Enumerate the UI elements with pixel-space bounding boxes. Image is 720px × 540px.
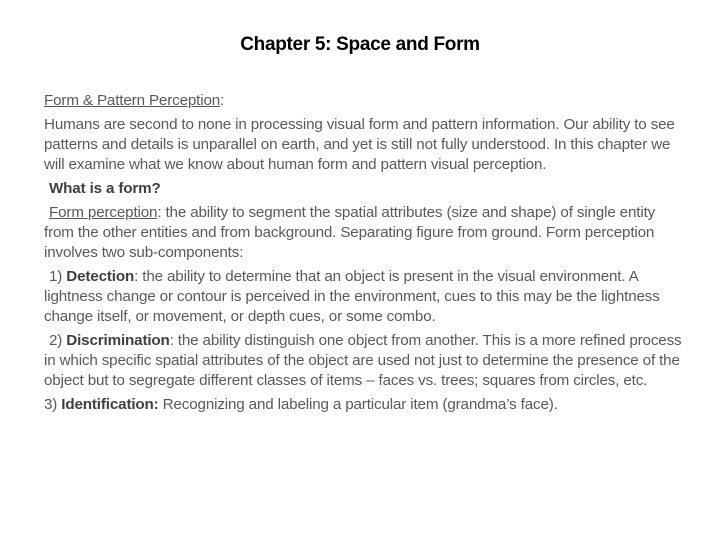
discrimination-number: 2) <box>49 332 67 349</box>
form-perception-paragraph <box>44 203 684 263</box>
discrimination-term: Discrimination <box>66 332 170 349</box>
heading-colon: : <box>220 92 225 109</box>
intro-paragraph: Humans are second to none in processing visual form and pattern information. Our ability to see patterns and details is unparallel on earth, and yet is still not fully understood. In this chapter we will examine what we know about human form and pattern visual perception. <box>44 116 675 173</box>
section-heading <box>44 91 684 111</box>
form-pattern-heading: Form & Pattern Perception <box>44 92 221 109</box>
detection-number: 1) <box>49 268 67 285</box>
identification-paragraph <box>44 395 684 415</box>
identification-text: Recognizing and labeling a particular item (grandma’s face). <box>158 396 558 413</box>
question-paragraph <box>44 179 684 199</box>
form-question: What is a form? <box>49 180 161 197</box>
detection-paragraph <box>44 267 684 327</box>
slide-body <box>44 91 684 419</box>
form-perception-text: : the ability to segment the spatial attributes (size and shape) of single entity from the other entities and from background. Separating figure from ground. Form perception involves two sub-components: <box>44 204 656 261</box>
identification-term: Identification: <box>61 396 159 413</box>
slide-title: Chapter 5: Space and Form <box>240 34 480 55</box>
form-perception-term: Form perception <box>49 204 158 221</box>
discrimination-paragraph <box>44 331 684 391</box>
detection-text: : the ability to determine that an object is present in the visual environment. A lightness change or contour is perceived in the environment, cues to this may be the lightness change itself, or movement, or depth cues, or some combo. <box>44 268 660 325</box>
discrimination-text: : the ability distinguish one object from another. This is a more refined process in which specific spatial attributes of the object are used not just to determine the presence of the object but to segregate different classes of items – faces vs. trees; squares from circles, etc. <box>44 332 682 389</box>
identification-number: 3) <box>44 396 62 413</box>
detection-term: Detection <box>66 268 135 285</box>
